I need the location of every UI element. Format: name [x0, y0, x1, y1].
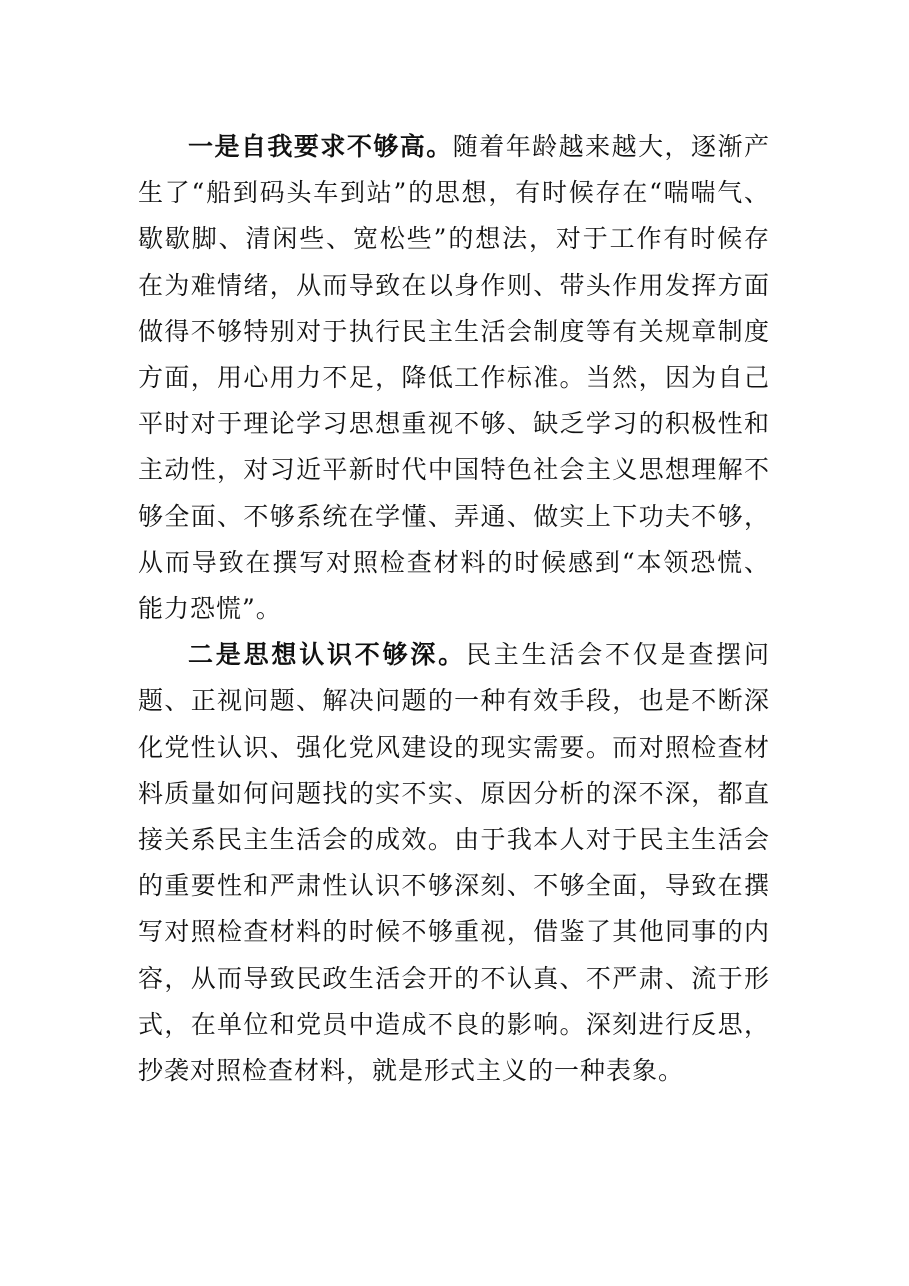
paragraph-2	[138, 632, 770, 1094]
paragraph-1	[138, 124, 770, 632]
document-body	[138, 124, 770, 1094]
paragraph-2-lead: 二是思想认识不够深。	[188, 640, 466, 670]
paragraph-2-text: 民主生活会不仅是查摆问题、正视问题、解决问题的一种有效手段，也是不断深化党性认识、强化党风建设的现实需要。而对照检查材料质量如何问题找的实不实、原因分析的深不深，都直接关系民主生活会的成效。由于我本人对于民主生活会的重要性和严肃性认识不够深刻、不够全面，导致在撰写对照检查材料的时候不够重视，借鉴了其他同事的内容，从而导致民政生活会开的不认真、不严肃、流于形式，在单位和党员中造成不良的影响。深刻进行反思，抄袭对照检查材料，就是形式主义的一种表象。	[138, 640, 770, 1086]
paragraph-1-lead: 一是自我要求不够高。	[188, 132, 453, 161]
paragraph-1-text: 随着年龄越来越大，逐渐产生了“船到码头车到站”的思想，有时候存在“喘喘气、歇歇脚、清闲些、宽松些”的想法，对于工作有时候存在为难情绪，从而导致在以身作则、带头作用发挥方面做得不够特别对于执行民主生活会制度等有关规章制度方面，用心用力不足，降低工作标准。当然，因为自己平时对于理论学习思想重视不够、缺乏学习的积极性和主动性，对习近平新时代中国特色社会主义思想理解不够全面、不够系统在学懂、弄通、做实上下功夫不够，从而导致在撰写对照检查材料的时候感到“本领恐慌、能力恐慌”。	[138, 132, 770, 624]
